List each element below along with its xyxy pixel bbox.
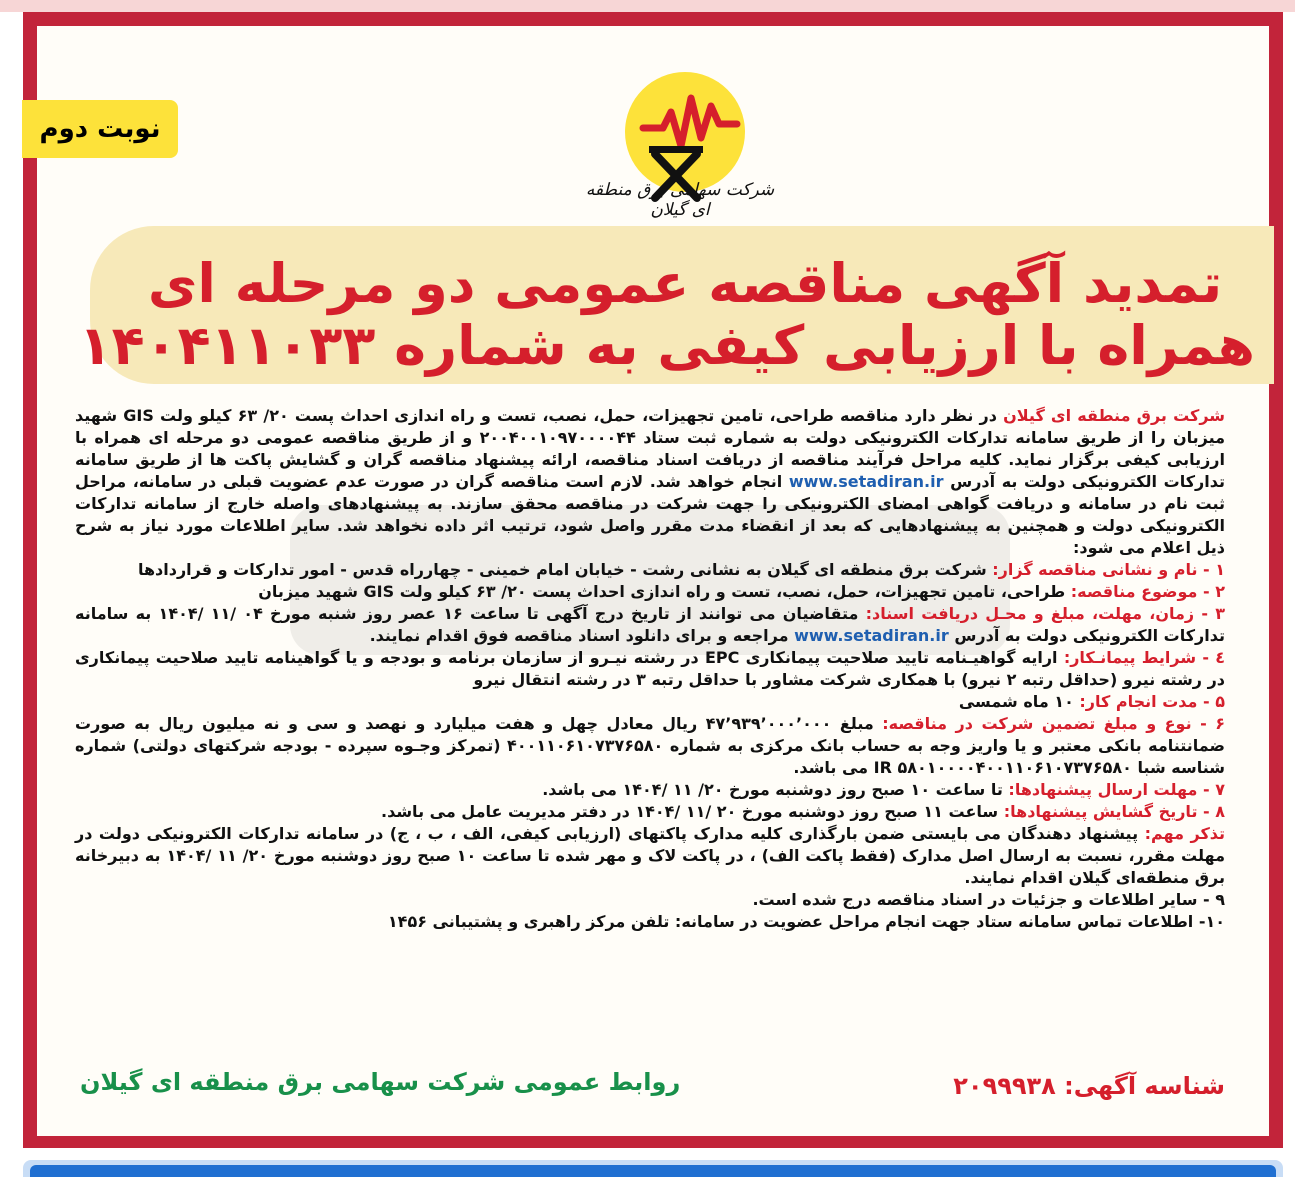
item-7: ۷ - مهلت ارسال پیشنهادها: تا ساعت ۱۰ صبح روز دوشنبه مورخ ۲۰/ ۱۱ /۱۴۰۴ می باشد.: [542, 780, 1225, 799]
top-strip: [0, 0, 1295, 12]
title-line-1: تمدید آگهی مناقصه عمومی دو مرحله ای: [147, 252, 1223, 315]
item-8: ۸ - تاریخ گشایش پیشنهادها: ساعت ۱۱ صبح روز دوشنبه مورخ ۲۰ /۱۱ /۱۴۰۴ در دفتر مدیریت عامل می باشد.: [381, 802, 1225, 821]
item-1: ۱ - نام و نشانی مناقصه گزار: شرکت برق منطقه ای گیلان به نشانی رشت - خیابان امام خمینی - چهارراه قدس - امور تدارکات و قراردادها: [137, 560, 1225, 579]
important-note: تذکر مهم: پیشنهاد دهندگان می بایستی ضمن بارگذاری کلیه مدارک پاکتهای (ارزیابی کیفی، الف ، ب ، ج) در سامانه تدارکات الکترونیکی دولت در مهلت مقرر، نسبت به ارسال اصل مدارک (فقط پاکت الف) ، در پاکت لاک و مهر شده تا ساعت ۱۰ صبح روز دوشنبه مورخ ۲۰/ ۱۱ /۱۴۰۴ به دبیرخانه برق منطقه‌ای گیلان اقدام نمایند.: [75, 824, 1225, 887]
item-5: ۵ - مدت انجام کار: ۱۰ ماه شمسی: [958, 692, 1225, 711]
item-4: ٤ - شرایط پیمانـکار: ارایه گواهیـنامه تایید صلاحیت پیمانکاری EPC در رشته نیـرو از سازمان برنامه و بودجه و یا گواهینامه تایید صلاحیت پیمانکاری در رشته نیرو (حداقل رتبه ۲ نیرو) با همکاری شرکت مشاور با حداقل رتبه ۳ در رشته انتقال نیرو: [75, 648, 1226, 689]
item-6: ۶ - نوع و مبلغ تضمین شرکت در مناقصه: مبلغ ۴۷٬۹۳۹٬۰۰۰٬۰۰۰ ریال معادل چهل و هفت میلیارد و نهصد و سی و نه میلیون ریال به صورت ضمانتنامه بانکی معتبر و یا واریز وجه به حساب بانک مرکزی به شماره ۴۰۰۱۱۰۶۱۰۷۳۷۶۵۸۰ (تمرکز وجـوه سپرده - بودجه شرکتهای دولتی) شماره شناسه شبا IR ۵۸۰۱۰۰۰۰۴۰۰۱۱۰۶۱۰۷۳۷۶۵۸۰ می باشد.: [75, 714, 1225, 777]
setadiran-link[interactable]: www.setadiran.ir: [788, 472, 944, 491]
logo-caption: شرکت سهامی برق منطقه ای گیلان: [585, 180, 775, 220]
setadiran-link-2[interactable]: www.setadiran.ir: [794, 626, 949, 645]
round-badge: نوبت دوم: [22, 100, 178, 158]
intro-paragraph: شرکت برق منطقه ای گیلان در نظر دارد مناقصه طراحی، تامین تجهیزات، حمل، نصب، تست و راه اندازی احداث پست ۲۰/ ۶۳ کیلو ولت GIS شهید میزبان را از طریق سامانه تدارکات الکترونیکی دولت به شماره ثبت ستاد ۲۰۰۴۰۰۱۰۹۷۰۰۰۰۴۴ و از طریق مناقصه عمومی دو مرحله ای همراه با ارزیابی کیفی برگزار نماید. کلیه مراحل فرآیند مناقصه از دریافت اسناد مناقصه، ارائه پیشنهاد مناقصه گران و گشایش پاکت ها از طریق سامانه تدارکات الکترونیکی دولت به آدرس www.setadiran.ir انجام خواهد شد. لازم است مناقصه گران در صورت عدم عضویت قبلی در سامانه، مراحل ثبت نام در سامانه و دریافت گواهی امضای الکترونیکی را جهت شرکت در مناقصه محقق سازند. به پیشنهادهای واصله خارج از سامانه تدارکات الکترونیکی دولت و همچنین به پیشنهادهایی که بعد از انقضاء مدت مقرر واصل شود، ترتیب اثر داده نخواهد شد. سایر اطلاعات مورد نیاز به شرح ذیل اعلام می شود:: [75, 406, 1226, 557]
item-10: ۱۰- اطلاعات تماس سامانه ستاد جهت انجام مراحل عضویت در سامانه: تلفن مرکز راهبری و پشتیبانی ۱۴۵۶: [387, 912, 1225, 931]
item-9: ۹ - سایر اطلاعات و جزئیات در اسناد مناقصه درج شده است.: [752, 890, 1225, 909]
publisher: روابط عمومی شرکت سهامی برق منطقه ای گیلان: [80, 1068, 681, 1096]
title-line-2: همراه با ارزیابی کیفی به شماره ۱۴۰۴۱۱۰۳۳: [78, 314, 1255, 377]
company-name: شرکت برق منطقه ای گیلان: [1003, 406, 1226, 425]
item-3: ۳ - زمان، مهلت، مبلغ و محـل دریافت اسناد: متقاضیان می توانند از تاریخ درج آگهی تا ساعت ۱۶ عصر روز شنبه مورخ ۰۴ /۱۱ /۱۴۰۴ به سامانه تدارکات الکترونیکی دولت به آدرس www.setadiran.ir مراجعه و برای دانلود اسناد مناقصه فوق اقدام نمایند.: [75, 604, 1226, 645]
ad-id: شناسه آگهی: ۲۰۹۹۹۳۸: [953, 1072, 1225, 1100]
bottom-bar-inner: [30, 1165, 1276, 1177]
ad-body: [75, 405, 1225, 933]
item-2: ۲ - موضوع مناقصه: طراحی، تامین تجهیزات، حمل، نصب، تست و راه اندازی احداث پست ۲۰/ ۶۳ کیلو ولت GIS شهید میزبان: [258, 582, 1225, 601]
